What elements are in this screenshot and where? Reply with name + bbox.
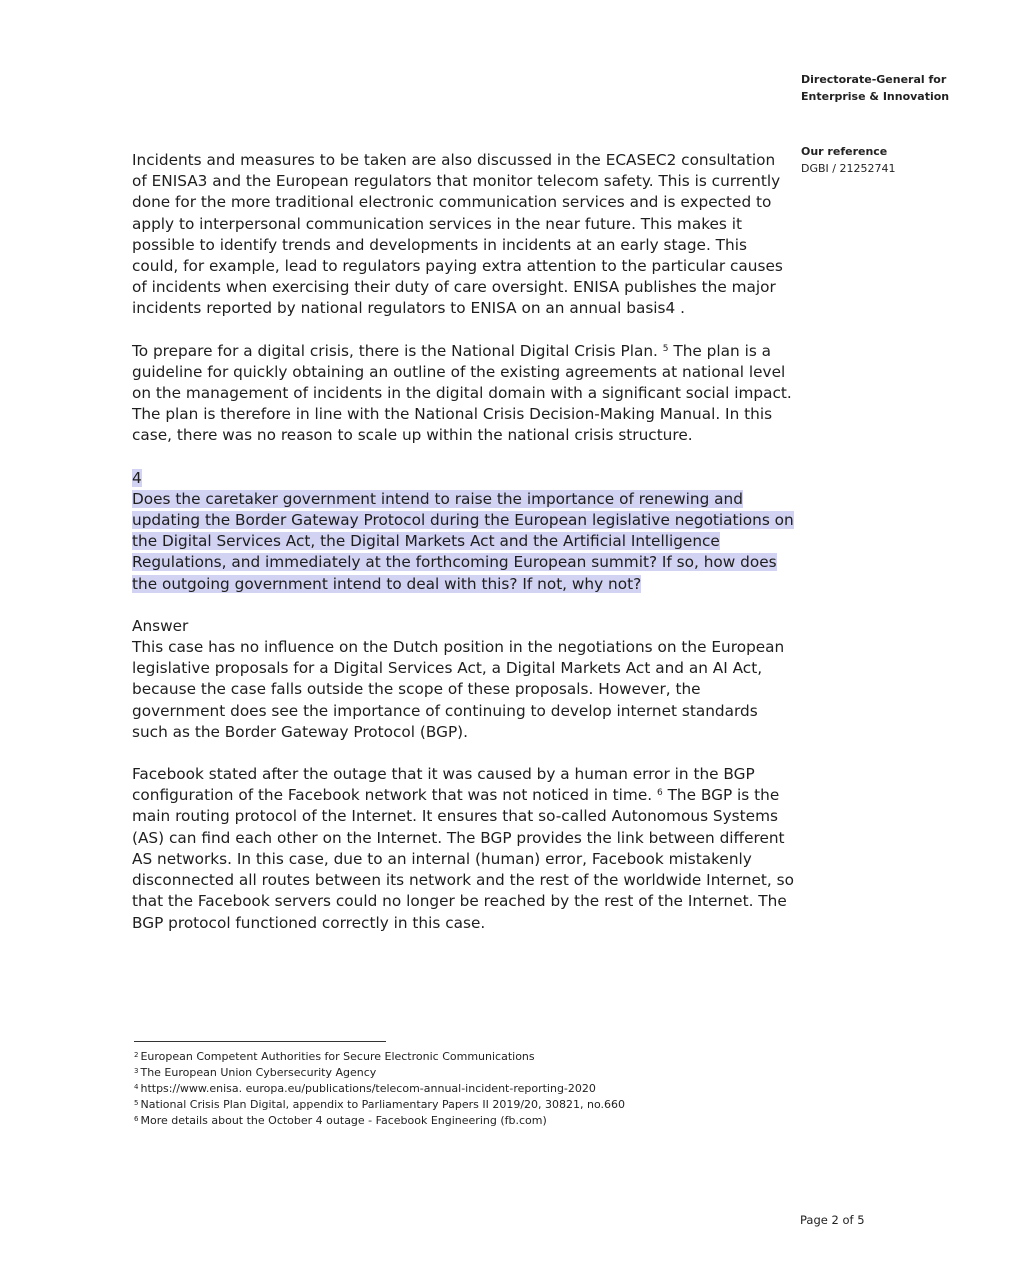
footnote-6[interactable]: $^6$ More details about the October 4 outage - Facebook Engineering (fb.com) bbox=[134, 1114, 547, 1127]
letter-body bbox=[132, 150, 794, 955]
organization-block bbox=[801, 71, 949, 105]
footnote-ref-5[interactable]: 5 bbox=[662, 343, 669, 354]
footnote-ref-6[interactable]: 6 bbox=[656, 788, 663, 799]
footnote-4[interactable]: $^4$ https://www.enisa. europa.eu/publications/telecom-annual-incident-reporting-2020 bbox=[134, 1082, 596, 1095]
org-line-1: Directorate-General for bbox=[801, 73, 947, 86]
footnotes bbox=[134, 1049, 625, 1129]
answer-heading: Answer bbox=[132, 616, 189, 635]
footnote-5: $^5$ National Crisis Plan Digital, appendix to Parliamentary Papers II 2019/20, 30821, no.660 bbox=[134, 1098, 626, 1111]
answer-text: This case has no influence on the Dutch position in the negotiations on the European legislative proposals for a Digital Services Act, a Digital Markets Act and an AI Act, because the case falls outside the scope of these proposals. However, the government does see the importance of continuing to develop internet standards such as the Border Gateway Protocol (BGP). bbox=[132, 638, 785, 741]
reference-value: DGBI / 21252741 bbox=[801, 162, 896, 175]
paragraph-incidents: Incidents and measures to be taken are also discussed in the ECASEC2 consultation of ENISA3 and the European regulators that monitor telecom safety. This is currently done for the more traditional electronic communication services and is expected to apply to interpersonal communication services in the near future. This makes it possible to identify trends and developments in incidents at an early stage. This could, for example, lead to regulators paying extra attention to the particular causes of incidents when exercising their duty of care oversight. ENISA publishes the major incidents reported by national regulators to ENISA on an annual basis4 . bbox=[132, 151, 783, 318]
question-number: 4 bbox=[132, 468, 142, 487]
page-number: Page 2 of 5 bbox=[800, 1213, 865, 1227]
paragraph-facebook: Facebook stated after the outage that it was caused by a human error in the BGP configuration of the Facebook network that was not noticed in time. $^6$ The BGP is the main routing protocol of the Internet. It ensures that so-called Autonomous Systems (AS) can find each other on the Internet. The BGP provides the link between different AS networks. In this case, due to an internal (human) error, Facebook mistakenly disconnected all routes between its network and the rest of the worldwide Internet, so that the Facebook servers could no longer be reached by the rest of the Internet. The BGP protocol functioned correctly in this case. bbox=[132, 765, 794, 932]
question-text: Does the caretaker government intend to raise the importance of renewing and updating the Border Gateway Protocol during the European legislative negotiations on the Digital Services Act, the Digital Markets Act and the Artificial Intelligence Regulations, and immediately at the forthcoming European summit? If so, how does the outgoing government intend to deal with this? If not, why not? bbox=[132, 489, 794, 593]
reference-label: Our reference bbox=[801, 145, 888, 158]
org-line-2: Enterprise & Innovation bbox=[801, 90, 950, 103]
paragraph-crisis-plan: To prepare for a digital crisis, there is the National Digital Crisis Plan. $^5$ The plan is a guideline for quickly obtaining an outline of the existing agreements at national level on the management of incidents in the digital domain with a significant social impact. The plan is therefore in line with the National Crisis Decision-Making Manual. In this case, there was no reason to scale up within the national crisis structure. bbox=[132, 341, 792, 445]
footnote-2: $^2$ European Competent Authorities for Secure Electronic Communications bbox=[134, 1050, 535, 1063]
footnote-3: $^3$ The European Union Cybersecurity Agency bbox=[134, 1066, 377, 1079]
footnote-divider bbox=[134, 1041, 386, 1042]
reference-block bbox=[801, 143, 895, 177]
